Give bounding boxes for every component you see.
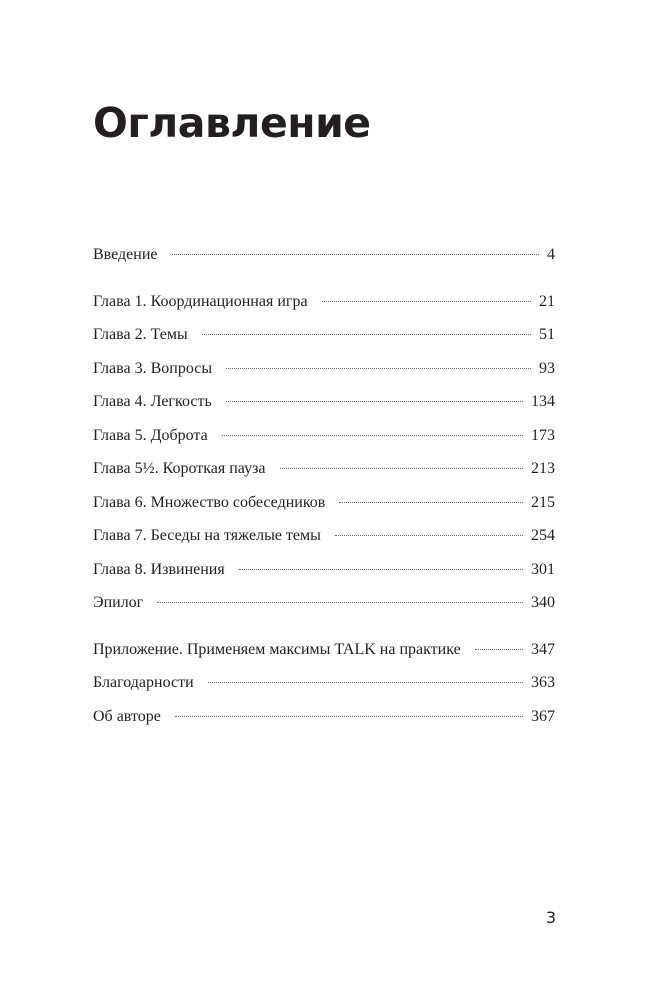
toc-entry-page: 367 bbox=[531, 707, 555, 725]
toc-entry-title: Глава 7. Беседы на тяжелые темы bbox=[93, 527, 321, 544]
dot-leader bbox=[226, 401, 523, 402]
toc-entry-title: Глава 3. Вопросы bbox=[93, 359, 213, 377]
dot-leader bbox=[175, 716, 523, 717]
toc-entry-page: 93 bbox=[539, 359, 555, 377]
dot-leader bbox=[475, 649, 523, 650]
toc-entry-chapter-5-half bbox=[93, 457, 555, 491]
toc-entry-title: Введение bbox=[93, 246, 158, 263]
dot-leader bbox=[335, 535, 523, 536]
toc-entry-page: 301 bbox=[531, 560, 555, 578]
toc-entry-title: Глава 8. Извинения bbox=[93, 560, 225, 578]
toc-entry-title: Глава 2. Темы bbox=[93, 326, 188, 343]
dot-leader bbox=[208, 682, 523, 683]
toc-entry-title: Благодарности bbox=[93, 674, 194, 691]
toc-entry-page: 51 bbox=[539, 326, 555, 343]
toc-entry-chapter-3 bbox=[93, 357, 555, 391]
toc-entry-title: Глава 6. Множество собеседников bbox=[93, 493, 326, 511]
toc-entry-introduction bbox=[93, 243, 555, 277]
toc-entry-chapter-7 bbox=[93, 524, 555, 558]
toc-entry-title: Глава 5½. Короткая пауза bbox=[93, 460, 266, 477]
toc-entry-page: 4 bbox=[547, 246, 555, 263]
toc-entry-title: Глава 5. Доброта bbox=[93, 426, 208, 444]
toc-entry-epilogue bbox=[93, 591, 555, 625]
dot-leader bbox=[339, 502, 523, 503]
toc-entry-chapter-2 bbox=[93, 323, 555, 357]
toc-entry-title: Приложение. Применяем максимы TALK на практике bbox=[93, 640, 461, 658]
dot-leader bbox=[222, 435, 523, 436]
toc-entry-page: 254 bbox=[531, 527, 555, 544]
toc-entry-page: 215 bbox=[531, 493, 555, 511]
toc-entry-title: Глава 1. Координационная игра bbox=[93, 292, 308, 310]
toc-entry-chapter-8 bbox=[93, 558, 555, 592]
dot-leader bbox=[239, 569, 523, 570]
toc-entry-chapter-6 bbox=[93, 491, 555, 525]
toc-entry-about-author bbox=[93, 705, 555, 739]
table-of-contents bbox=[93, 243, 555, 738]
toc-entry-page: 21 bbox=[539, 292, 555, 310]
toc-entry-appendix bbox=[93, 638, 555, 672]
toc-entry-page: 173 bbox=[531, 426, 555, 444]
dot-leader bbox=[172, 254, 540, 255]
toc-entry-title: Об авторе bbox=[93, 707, 161, 725]
toc-entry-title: Эпилог bbox=[93, 594, 144, 611]
toc-entry-chapter-1 bbox=[93, 290, 555, 324]
toc-entry-chapter-4 bbox=[93, 390, 555, 424]
dot-leader bbox=[202, 334, 531, 335]
toc-entry-acknowledgements bbox=[93, 671, 555, 705]
page-title: Оглавление bbox=[93, 99, 371, 147]
toc-entry-page: 363 bbox=[531, 674, 555, 691]
toc-entry-page: 340 bbox=[531, 594, 555, 611]
toc-entry-page: 134 bbox=[531, 393, 555, 410]
toc-entry-chapter-5 bbox=[93, 424, 555, 458]
page-number: 3 bbox=[545, 908, 556, 927]
dot-leader bbox=[157, 602, 523, 603]
toc-entry-page: 213 bbox=[531, 460, 555, 477]
dot-leader bbox=[322, 301, 531, 302]
dot-leader bbox=[280, 468, 524, 469]
dot-leader bbox=[226, 368, 531, 369]
toc-entry-page: 347 bbox=[531, 640, 555, 658]
toc-entry-title: Глава 4. Легкость bbox=[93, 393, 212, 410]
